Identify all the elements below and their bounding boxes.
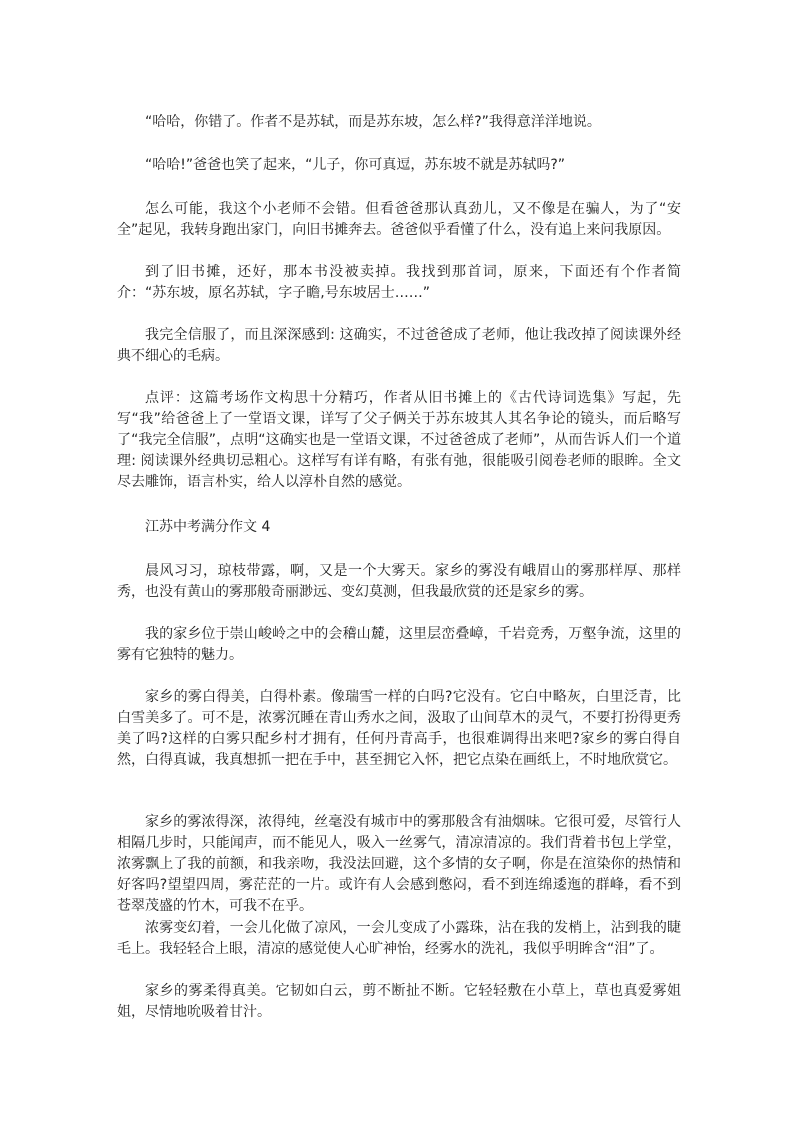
section-title: 江苏中考满分作文 4 [145,519,271,535]
paragraph-story-1: 怎么可能，我这个小老师不会错。但看爸爸那认真劲儿，又不像是在骗人，为了“安全”起见，我转身跑出家门，向旧书摊奔去。爸爸似乎看懂了什么，没有追上来问我原因。 [117,201,681,238]
paragraph-quote-2: “哈哈!”爸爸也笑了起来，“儿子，你可真逗，苏东坡不就是苏轼吗?” [145,157,566,173]
paragraph-quote-1: “哈哈，你错了。作者不是苏轼，而是苏东坡，怎么样?”我得意洋洋地说。 [145,114,601,130]
paragraph-fog-2: 我的家乡位于崇山峻岭之中的会稽山麓，这里层峦叠嶂，千岩竞秀，万壑争流，这里的雾有它独特的魅力。 [117,626,681,663]
paragraph-story-2: 到了旧书摊，还好，那本书没被卖掉。我找到那首词，原来，下面还有个作者简介：“苏东坡，原名苏轼，字子瞻,号东坡居士……” [117,264,681,301]
paragraph-commentary: 点评：这篇考场作文构思十分精巧，作者从旧书摊上的《古代诗词选集》写起，先写“我”给爸爸上了一堂语文课，详写了父子俩关于苏东坡其人其名争论的镜头，而后略写了“我完全信服”，点明“这确实也是一堂语文课，不过爸爸成了老师”，从而告诉人们一个道理: 阅读课外经典切忌粗心。这样写有详有略，有张有弛，很能吸引阅卷老师的眼眸。全文尽去雕饰，语言朴实，给人以淳朴自然的感觉。 [117,390,681,490]
paragraph-story-3: 我完全信服了，而且深深感到: 这确实，不过爸爸成了老师，他让我改掉了阅读课外经典不细心的毛病。 [117,327,681,364]
paragraph-fog-6: 家乡的雾柔得真美。它韧如白云，剪不断扯不断。它轻轻敷在小草上，草也真爱雾姐姐，尽情地吮吸着甘汁。 [117,983,681,1020]
paragraph-fog-1: 晨风习习，琼枝带露，啊，又是一个大雾天。家乡的雾没有峨眉山的雾那样厚、那样秀，也没有黄山的雾那般奇丽渺远、变幻莫测，但我最欣赏的还是家乡的雾。 [117,563,681,600]
paragraph-fog-3: 家乡的雾白得美，白得朴素。像瑞雪一样的白吗?它没有。它白中略灰，白里泛青，比白雪美多了。可不是，浓雾沉睡在青山秀水之间，汲取了山间草木的灵气，不要打扮得更秀美了吗?这样的白雾只配乡村才拥有，任何丹青高手，也很难调得出来吧?家乡的雾白得自然，白得真诚，我真想抓一把在手中，甚至拥它入怀，把它点染在画纸上，不时地欣赏它。 [117,689,681,768]
paragraph-fog-5: 浓雾变幻着，一会儿化做了凉风，一会儿变成了小露珠，沾在我的发梢上，沾到我的睫毛上。我轻轻合上眼，清凉的感觉使人心旷神怡，经雾水的洗礼，我似乎明眸含“泪”了。 [117,920,681,957]
paragraph-fog-4: 家乡的雾浓得深，浓得纯，丝毫没有城市中的雾那般含有油烟味。它很可爱，尽管行人相隔几步时，只能闻声，而不能见人，吸入一丝雾气，清凉清凉的。我们背着书包上学堂，浓雾飘上了我的前额，和我亲吻，我没法回避，这个多情的女子啊，你是在渲染你的热情和好客吗?望望四周，雾茫茫的一片。或许有人会感到憋闷，看不到连绵逶迤的群峰，看不到苍翠茂盛的竹木，可我不在乎。 [117,814,681,914]
